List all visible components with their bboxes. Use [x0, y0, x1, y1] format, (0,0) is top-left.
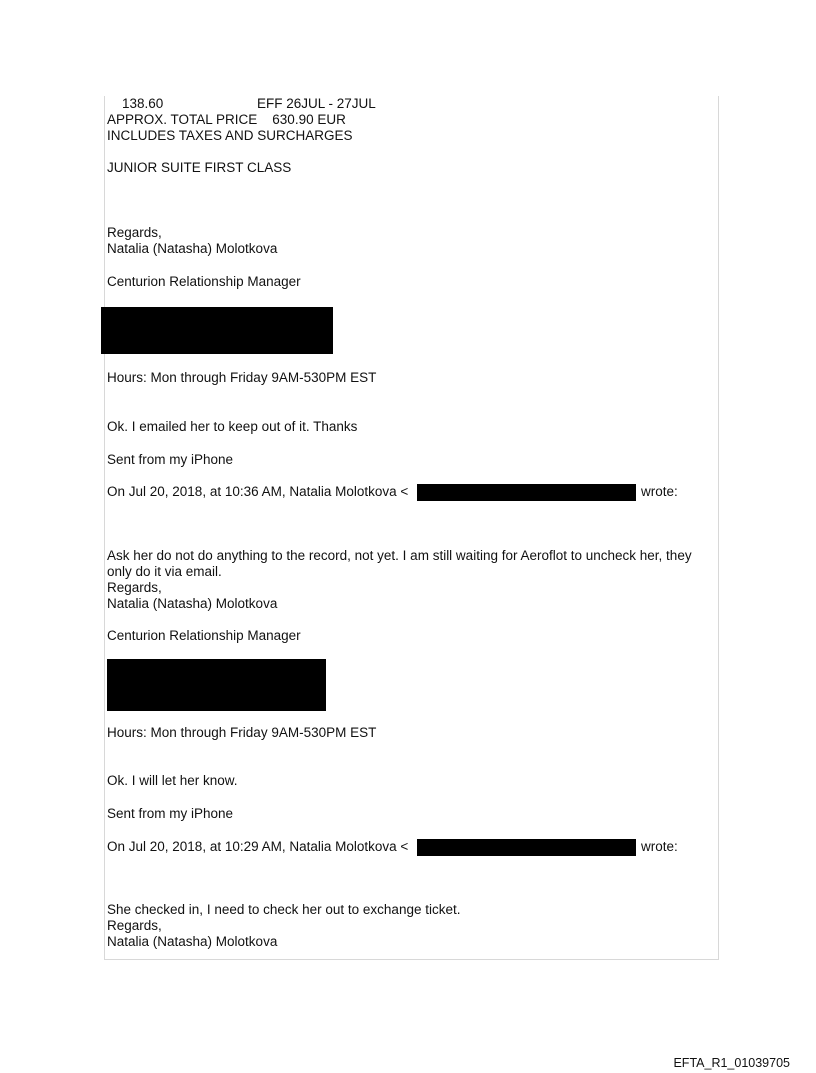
signature-name: Natalia (Natasha) Molotkova — [107, 596, 278, 611]
fare-class: JUNIOR SUITE FIRST CLASS — [107, 160, 292, 175]
message-line: She checked in, I need to check her out to exchange ticket. — [107, 902, 461, 917]
redaction-block — [101, 307, 333, 354]
quote-header-suffix: wrote: — [641, 484, 678, 499]
email-frame — [104, 96, 719, 960]
bates-number: EFTA_R1_01039705 — [673, 1056, 790, 1070]
reply-body: Ok. I emailed her to keep out of it. Thanks — [107, 419, 358, 434]
signature-hours: Hours: Mon through Friday 9AM-530PM EST — [107, 370, 377, 385]
redaction-block — [107, 659, 326, 711]
redacted-email-address — [417, 839, 636, 856]
sent-from-line: Sent from my iPhone — [107, 452, 234, 467]
fare-taxes-note: INCLUDES TAXES AND SURCHARGES — [107, 128, 353, 143]
signature-hours: Hours: Mon through Friday 9AM-530PM EST — [107, 725, 377, 740]
quote-header-prefix: On Jul 20, 2018, at 10:29 AM, Natalia Molotkova < — [107, 839, 409, 854]
quote-header-prefix: On Jul 20, 2018, at 10:36 AM, Natalia Molotkova < — [107, 484, 409, 499]
redacted-email-address — [417, 484, 636, 501]
signature-name: Natalia (Natasha) Molotkova — [107, 934, 278, 949]
signature-regards: Regards, — [107, 918, 162, 933]
signature-title: Centurion Relationship Manager — [107, 274, 301, 289]
fare-amount: 138.60 — [122, 96, 164, 111]
fare-effective-dates: EFF 26JUL - 27JUL — [257, 96, 376, 111]
message-line: only do it via email. — [107, 564, 222, 579]
fare-total-price: APPROX. TOTAL PRICE 630.90 EUR — [107, 112, 346, 127]
sent-from-line: Sent from my iPhone — [107, 806, 234, 821]
signature-regards: Regards, — [107, 225, 162, 240]
signature-name: Natalia (Natasha) Molotkova — [107, 241, 278, 256]
signature-regards: Regards, — [107, 580, 162, 595]
message-line: Ask her do not do anything to the record, not yet. I am still waiting for Aeroflot to uncheck her, they — [107, 548, 692, 563]
signature-title: Centurion Relationship Manager — [107, 628, 301, 643]
reply-body: Ok. I will let her know. — [107, 773, 238, 788]
quote-header-suffix: wrote: — [641, 839, 678, 854]
